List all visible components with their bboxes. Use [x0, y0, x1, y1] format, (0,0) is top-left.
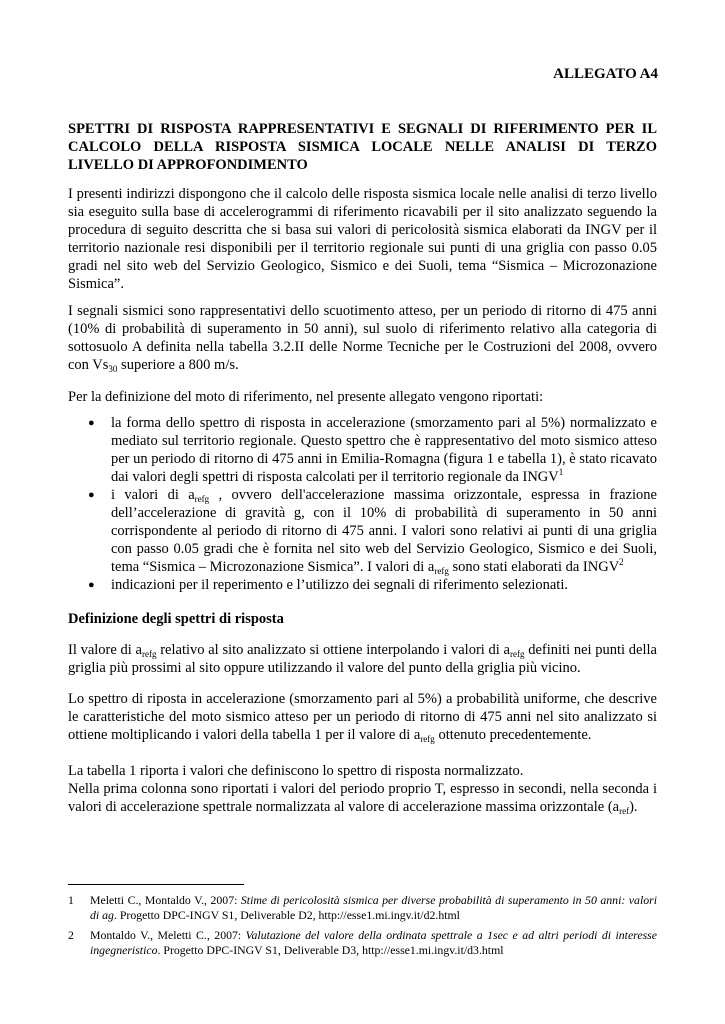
refg-subscript: refg [142, 649, 157, 659]
refg-subscript: refg [434, 566, 449, 576]
footnote-2 [68, 928, 657, 958]
paragraph-text: ). [629, 799, 638, 815]
list-item-text: sono stati elaborati da INGV [448, 559, 620, 575]
paragraph-text: Il valore di a [68, 642, 142, 658]
refg-subscript: refg [194, 494, 210, 504]
list-item-text: indicazioni per il reperimento e l’utilizzo dei segnali di riferimento selezionati. [111, 577, 568, 593]
bullet-icon: ● [88, 579, 95, 591]
refg-subscript: refg [509, 649, 525, 659]
section-heading: Definizione degli spettri di risposta [68, 611, 284, 627]
signals-paragraph [68, 302, 657, 374]
list-item [68, 486, 657, 576]
footnote-authors: Meletti C., Montaldo V., 2007: [90, 893, 241, 907]
footnote-title: Valutazione del valore della ordinata spettrale a 1sec e ad altri periodi di interesse ingegneristico [90, 928, 657, 957]
paragraph-text: Lo spettro di riposta in accelerazione (smorzamento pari al 5%) a probabilità uniforme, che descrive le caratteristiche del moto sismico atteso per un periodo di ritorno di 475 anni nel sito analizzato si ottiene moltiplicando i valori della tabella 1 per il valore di a [68, 691, 657, 743]
definition-list [68, 414, 657, 594]
signals-text: I segnali sismici sono rappresentativi dello scuotimento atteso, per un periodo di ritorno di 475 anni (10% di probabilità di superamento in 50 anni), sul suolo di riferimento relativo alla categoria di sottosuolo A definita nella tabella 3.2.II delle Norme Tecniche per le Costruzioni del 2008, ovvero con Vs [68, 303, 657, 373]
footnote-authors: Montaldo V., Meletti C., 2007: [90, 928, 246, 942]
bullet-icon: ● [88, 489, 95, 501]
footnote-source[interactable]: . Progetto DPC-INGV S1, Deliverable D3, http://esse1.mi.ingv.it/d3.html [157, 943, 504, 957]
footnote-ref-1[interactable]: 1 [558, 467, 564, 477]
paragraph-text: definiti nei punti della griglia più prossimi al sito oppure utilizzando il valore del punto della griglia più vicino. [68, 642, 657, 676]
definition-intro: Per la definizione del moto di riferimento, nel presente allegato vengono riportati: [68, 389, 544, 405]
list-item-text: la forma dello spettro di risposta in accelerazione (smorzamento pari al 5%) normalizzato e mediato sul territorio regionale. Questo spettro che è rappresentativo del moto sismico atteso per un periodo di ritorno di 475 anni in Emilia-Romagna (figura 1 e tabella 1), è stato ricavato dai valori degli spettri di risposta calcolati per il territorio regionale da INGV [111, 415, 658, 485]
bullet-icon: ● [88, 417, 95, 429]
signals-text-end: superiore a 800 m/s. [117, 357, 239, 373]
paragraph-text: ottenuto precedentemente. [434, 727, 592, 743]
list-item [68, 576, 657, 594]
list-item-text: , ovvero dell'accelerazione massima orizzontale, espressa in frazione dell’accelerazione di gravità g, con il 10% di probabilità di superamento in 50 anni corrispondente al periodo di ritorno di 475 anni. I valori sono relativi ai punti di una griglia con passo 0.05 gradi che è fornita nel sito web del Servizio Geologico, Sismico e dei Suoli, tema “Sismica – Microzonazione Sismica”. I valori di a [111, 487, 657, 575]
paragraph-text: relativo al sito analizzato si ottiene interpolando i valori di a [156, 642, 510, 658]
footnote-text [90, 928, 657, 958]
footnote-number: 1 [68, 893, 74, 907]
footnote-text [90, 893, 657, 923]
footnote-ref-2[interactable]: 2 [619, 557, 624, 567]
intro-paragraph: I presenti indirizzi dispongono che il calcolo delle risposta sismica locale nelle analisi di terzo livello sia eseguito sulla base di accelerogrammi di riferimento ricavabili per il sito analizzato seguendo la procedura di seguito descritta che si basa sui valori di pericolosità sismica elaborati da INGV per il territorio nazionale resi disponibili per il territorio regionale sui punti di una griglia con passo 0.05 gradi nel sito web del Servizio Geologico, Sismico e dei Suoli, tema “Sismica – Microzonazione Sismica”. [68, 186, 657, 292]
annex-label: ALLEGATO A4 [553, 66, 658, 82]
footnote-1 [68, 893, 657, 923]
footnote-number: 2 [68, 928, 74, 942]
table-paragraph [68, 762, 657, 816]
refg-subscript: refg [420, 734, 435, 744]
list-item [68, 414, 657, 486]
paragraph-text: La tabella 1 riporta i valori che definiscono lo spettro di risposta normalizzato. [68, 763, 524, 779]
vs-subscript: 30 [108, 364, 118, 374]
value-paragraph [68, 641, 657, 677]
footnote-title: Stime di pericolosità sismica per diverse probabilità di superamento in 50 anni: valori di ag [90, 893, 657, 922]
document-title: SPETTRI DI RISPOSTA RAPPRESENTATIVI E SEGNALI DI RIFERIMENTO PER IL CALCOLO DELLA RISPOSTA SISMICA LOCALE NELLE ANALISI DI TERZO LIVELLO DI APPROFONDIMENTO [68, 121, 657, 173]
spectrum-paragraph [68, 690, 657, 744]
paragraph-text: Nella prima colonna sono riportati i valori del periodo proprio T, espresso in secondi, nella seconda i valori di accelerazione spettrale normalizzata al valore di accelerazione massima orizzontale (a [68, 781, 657, 815]
ref-subscript: ref [619, 806, 630, 816]
list-item-text: i valori di a [111, 487, 195, 503]
footnote-separator [68, 884, 244, 885]
footnote-source[interactable]: . Progetto DPC-INGV S1, Deliverable D2, http://esse1.mi.ingv.it/d2.html [113, 908, 460, 922]
